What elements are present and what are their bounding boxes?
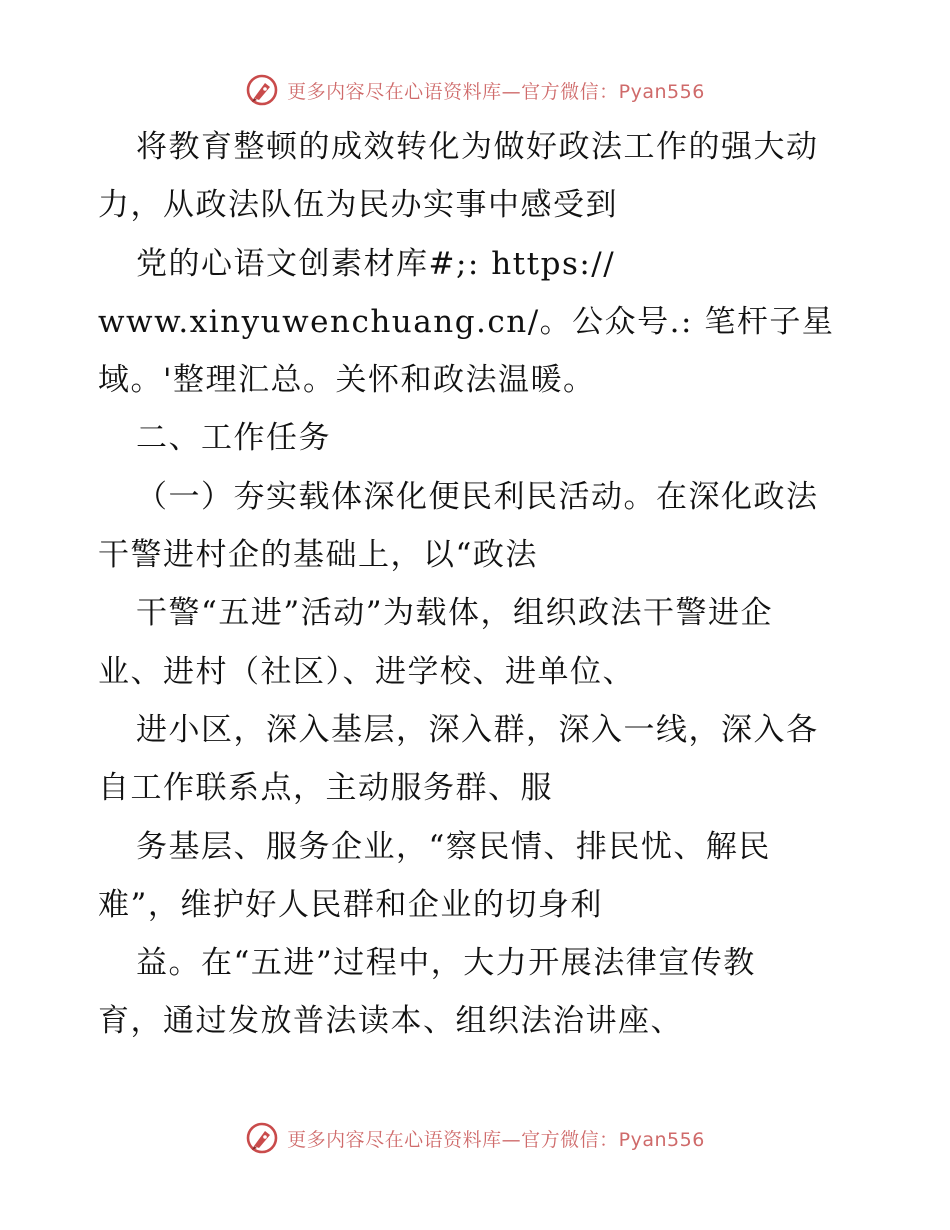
pen-nib-logo-icon — [245, 1121, 279, 1155]
text-line: 干警进村企的基础上，以“政法 — [98, 537, 538, 574]
header-banner-text: 更多内容尽在心语资料库—官方微信：Pyan556 — [287, 80, 705, 103]
footer-banner-text: 更多内容尽在心语资料库—官方微信：Pyan556 — [287, 1128, 705, 1151]
text-line: 业、进村（社区）、进学校、进单位、 — [98, 653, 635, 690]
text-line: 将教育整顿的成效转化为做好政法工作的强大动 — [136, 129, 819, 165]
text-line: 难”，维护好人民群和企业的切身利 — [98, 886, 603, 923]
text-line: 干警“五进”活动”为载体，组织政法干警进企 — [136, 595, 774, 632]
text-line: 育，通过发放普法读本、组织法治讲座、 — [98, 1003, 683, 1040]
pen-nib-logo-icon — [245, 73, 279, 107]
text-line: 党的心语文创素材库#;: https:// — [136, 245, 616, 282]
footer-banner — [0, 1118, 950, 1158]
text-line: 自工作联系点，主动服务群、服 — [98, 770, 553, 807]
document-body — [98, 118, 858, 1051]
text-line: www.xinyuwenchuang.cn/。公众号.: 笔杆子星 — [98, 303, 835, 340]
text-line: 益。在“五进”过程中，大力开展法律宣传教 — [136, 945, 756, 982]
text-line: 务基层、服务企业，“察民情、排民忧、解民 — [136, 828, 771, 865]
text-line: 域。'整理汇总。关怀和政法温暖。 — [98, 362, 596, 399]
text-line: （一）夯实载体深化便民利民活动。在深化政法 — [136, 478, 819, 515]
header-banner — [0, 70, 950, 110]
text-line: 进小区，深入基层，深入群，深入一线，深入各 — [136, 711, 819, 748]
section-heading: 二、工作任务 — [136, 420, 331, 457]
text-line: 力，从政法队伍为民办实事中感受到 — [98, 187, 618, 224]
